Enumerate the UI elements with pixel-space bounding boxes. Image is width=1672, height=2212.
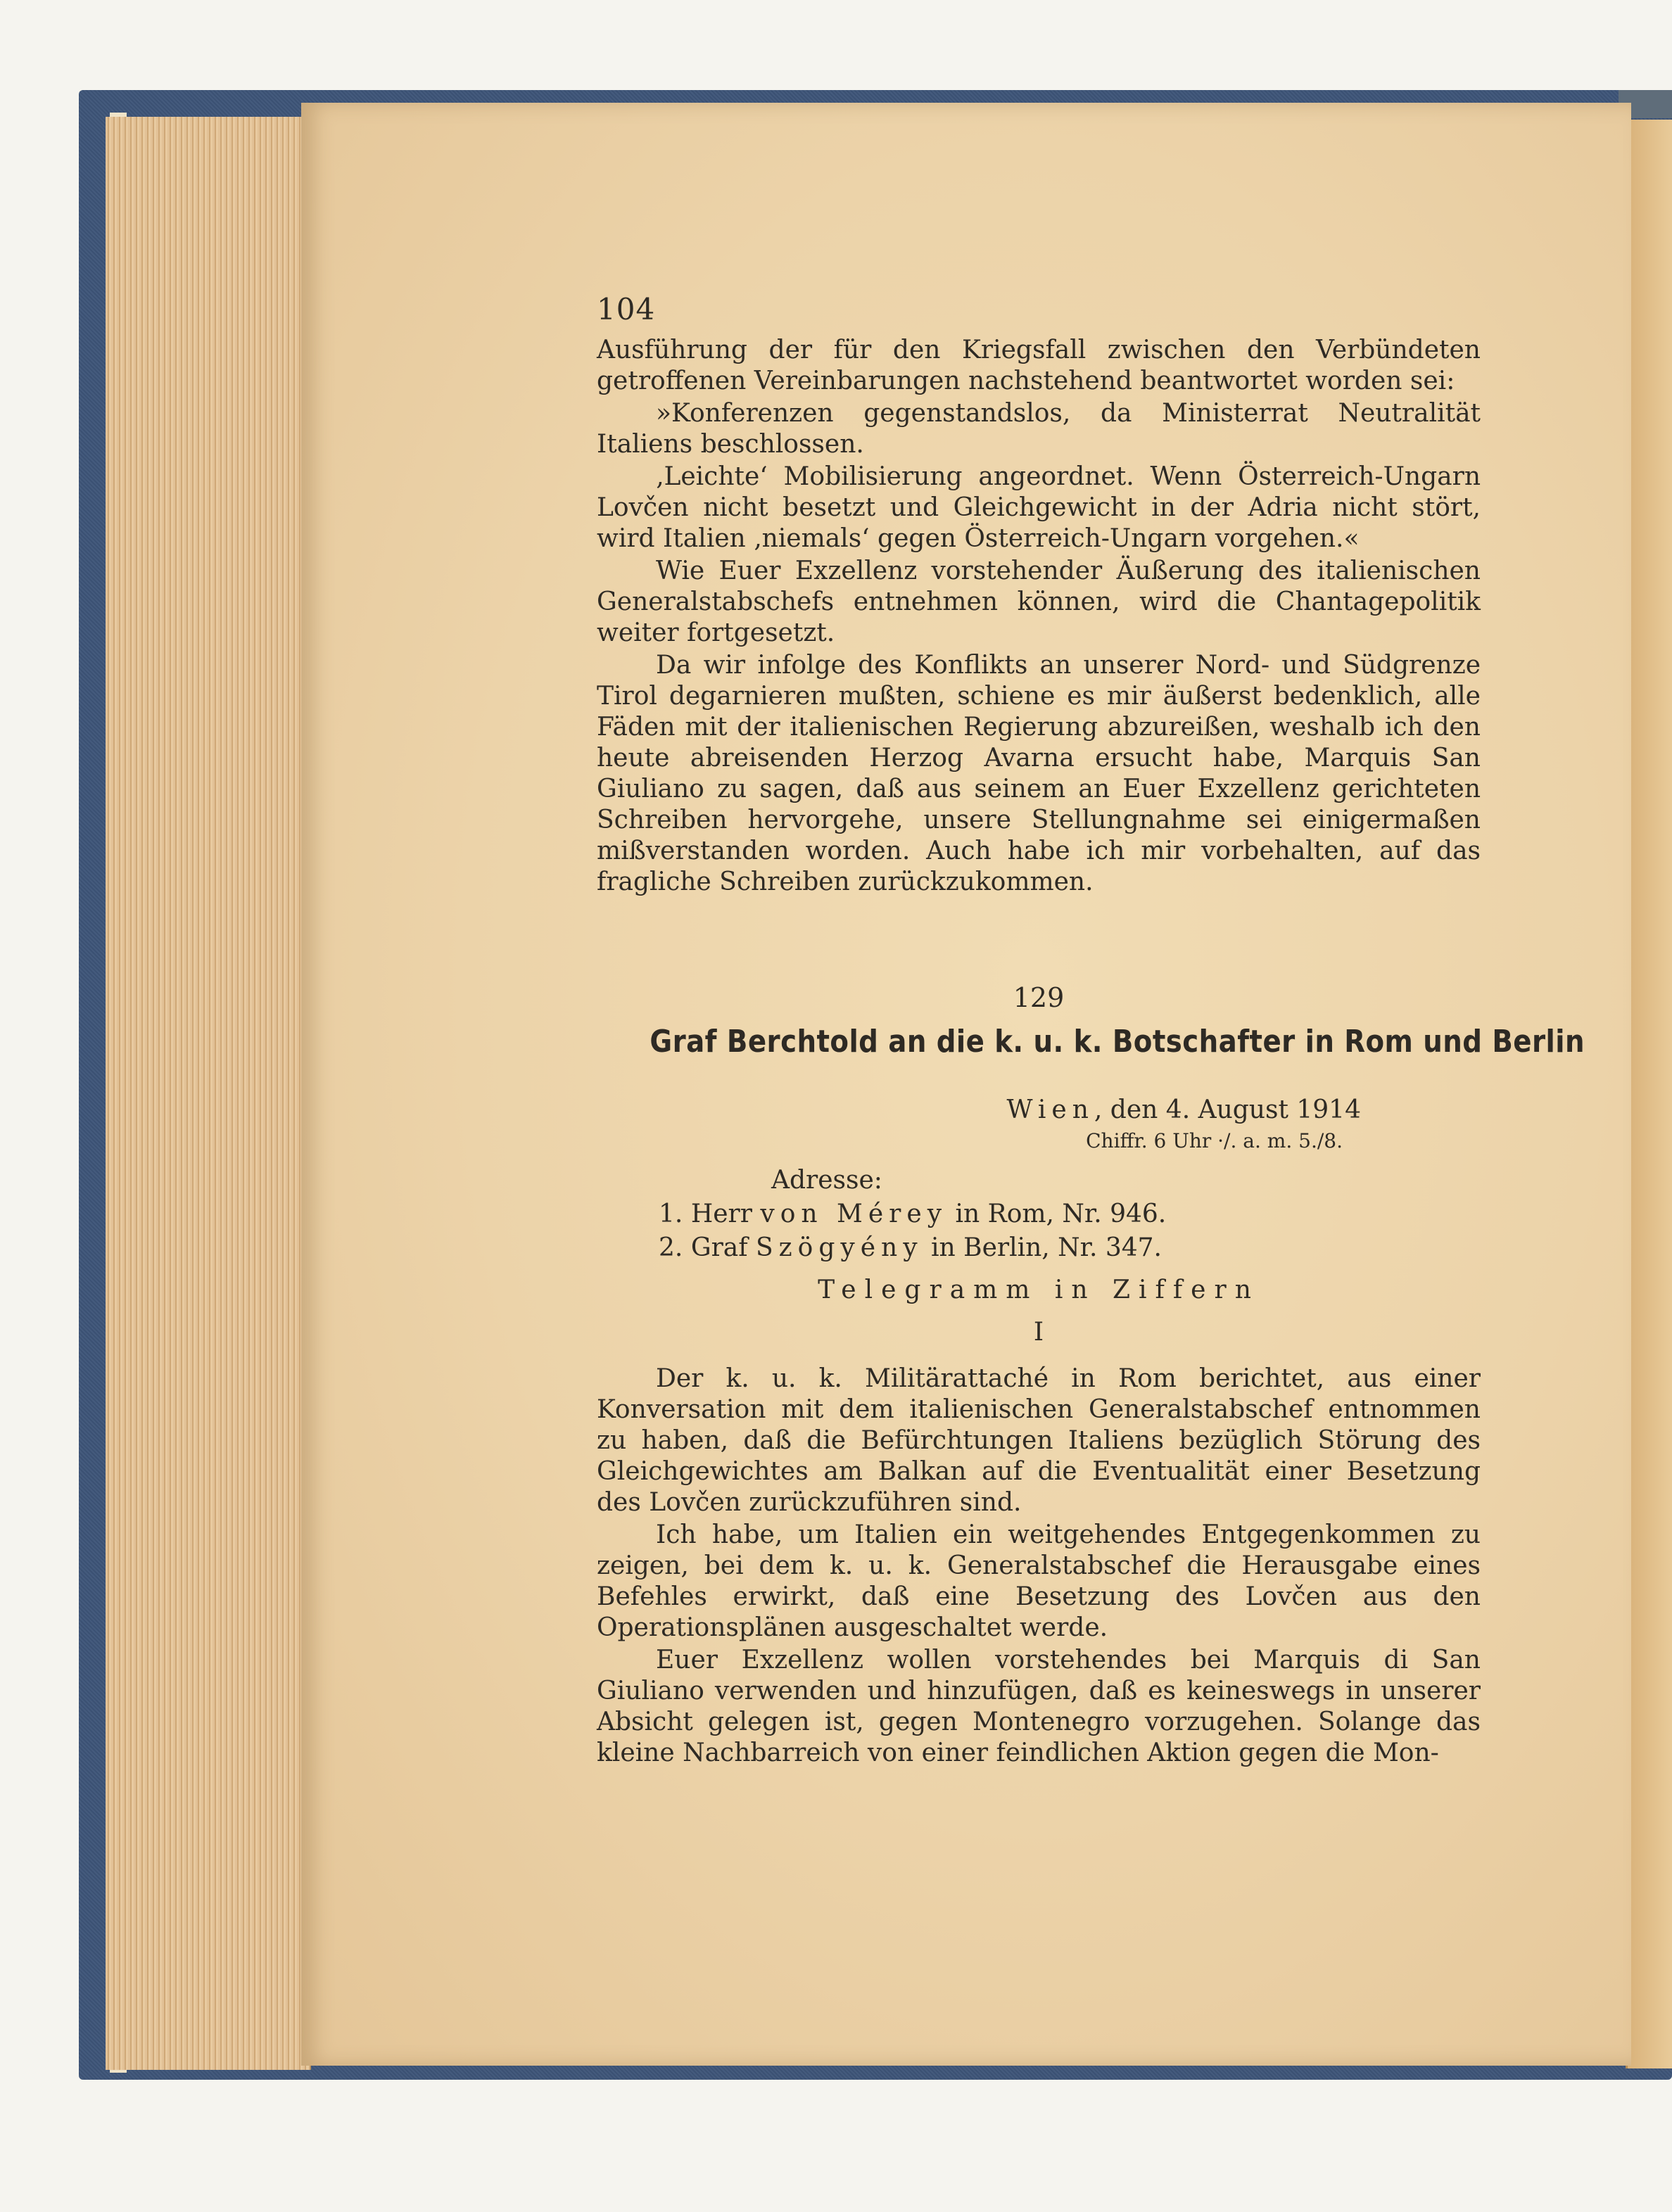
intro-paragraph-4: Wie Euer Exzellenz vorstehender Äußerung des italienischen Generalstabschefs entnehmen können, wird die Chantagepolitik weiter fortgesetzt. <box>597 557 1481 647</box>
body-paragraph-2: Ich habe, um Italien ein weitgehendes Entgegenkommen zu zeigen, bei dem k. u. k. Generalstabschef die Herausgabe eines Befehles erwirkt, daß eine Besetzung des Lovčen aus den Operationsplänen ausgeschaltet werde. <box>597 1520 1481 1642</box>
dateline-date: , den 4. August 1914 <box>1094 1095 1361 1124</box>
body-paragraph-1: Der k. u. k. Militärattaché in Rom berichtet, aus einer Konversation mit dem italienischen Generalstabschef entnommen zu haben, daß die Befürchtungen Italiens bezüglich Störung des Gleichgewichtes am Balkan auf die Eventualität einer Besetzung des Lovčen zurückzuführen sind. <box>597 1364 1481 1517</box>
address-name: Szögyény <box>756 1233 923 1262</box>
dateline-place: Wien <box>1006 1095 1094 1124</box>
address-suffix: in Berlin, Nr. 347. <box>923 1233 1162 1262</box>
intro-paragraph-3: ‚Leichte‘ Mobilisierung angeordnet. Wenn Österreich-Ungarn Lovčen nicht besetzt und Gleichgewicht in der Adria nicht stört, wird Italien ‚niemals‘ gegen Österreich-Ungarn vorgehen.« <box>597 462 1481 553</box>
body-paragraph-3: Euer Exzellenz wollen vorstehendes bei Marquis di San Giuliano verwenden und hinzufügen, daß es keineswegs in unserer Absicht gelegen ist, gegen Montenegro vorzugehen. Solange das kleine Nachbarreich von einer feindlichen Aktion gegen die Mon- <box>597 1646 1481 1767</box>
address-item <box>659 1199 1481 1230</box>
address-item <box>659 1233 1481 1264</box>
intro-paragraph-1: Ausführung der für den Kriegsfall zwischen den Verbündeten getroffenen Vereinbarungen nachstehend beantwortet worden sei: <box>597 336 1481 395</box>
document-number: 129 <box>1013 982 1065 1013</box>
section-number: I <box>1033 1318 1044 1347</box>
dateline <box>597 1095 1481 1126</box>
telegram-title: Telegramm in Ziffern <box>818 1276 1260 1304</box>
next-page-edge <box>1626 120 1672 2068</box>
intro-paragraph-5: Da wir infolge des Konflikts an unserer Nord- und Südgrenze Tirol degarnieren mußten, schiene es mir äußerst bedenklich, alle Fäden mit der italienischen Regierung abzureißen, weshalb ich den heute abreisenden Herzog Avarna ersucht habe, Marquis San Giuliano zu sagen, daß aus seinem an Euer Exzellenz gerichteten Schreiben hervorgehe, unsere Stellungnahme sei einigermaßen mißverstanden worden. Auch habe ich mir vorbehalten, auf das fragliche Schreiben zurückzukommen. <box>597 651 1481 896</box>
address-name: von Mérey <box>760 1200 948 1228</box>
address-number: 1. <box>659 1200 683 1228</box>
page-content <box>597 292 1585 1770</box>
address-label: Adresse: <box>771 1166 882 1195</box>
address-prefix: Graf <box>690 1233 756 1262</box>
address-prefix: Herr <box>690 1200 761 1228</box>
document-title: Graf Berchtold an die k. u. k. Botschafter in Rom und Berlin <box>650 1024 1585 1060</box>
intro-paragraph-2: »Konferenzen gegenstandslos, da Ministerrat Neutralität Italiens beschlossen. <box>597 399 1481 459</box>
page-number: 104 <box>597 292 656 326</box>
address-suffix: in Rom, Nr. 946. <box>947 1200 1167 1228</box>
page-stack <box>106 117 311 2070</box>
cipher-note: Chiffr. 6 Uhr ·/. a. m. 5./8. <box>1086 1129 1343 1152</box>
address-number: 2. <box>659 1233 683 1262</box>
